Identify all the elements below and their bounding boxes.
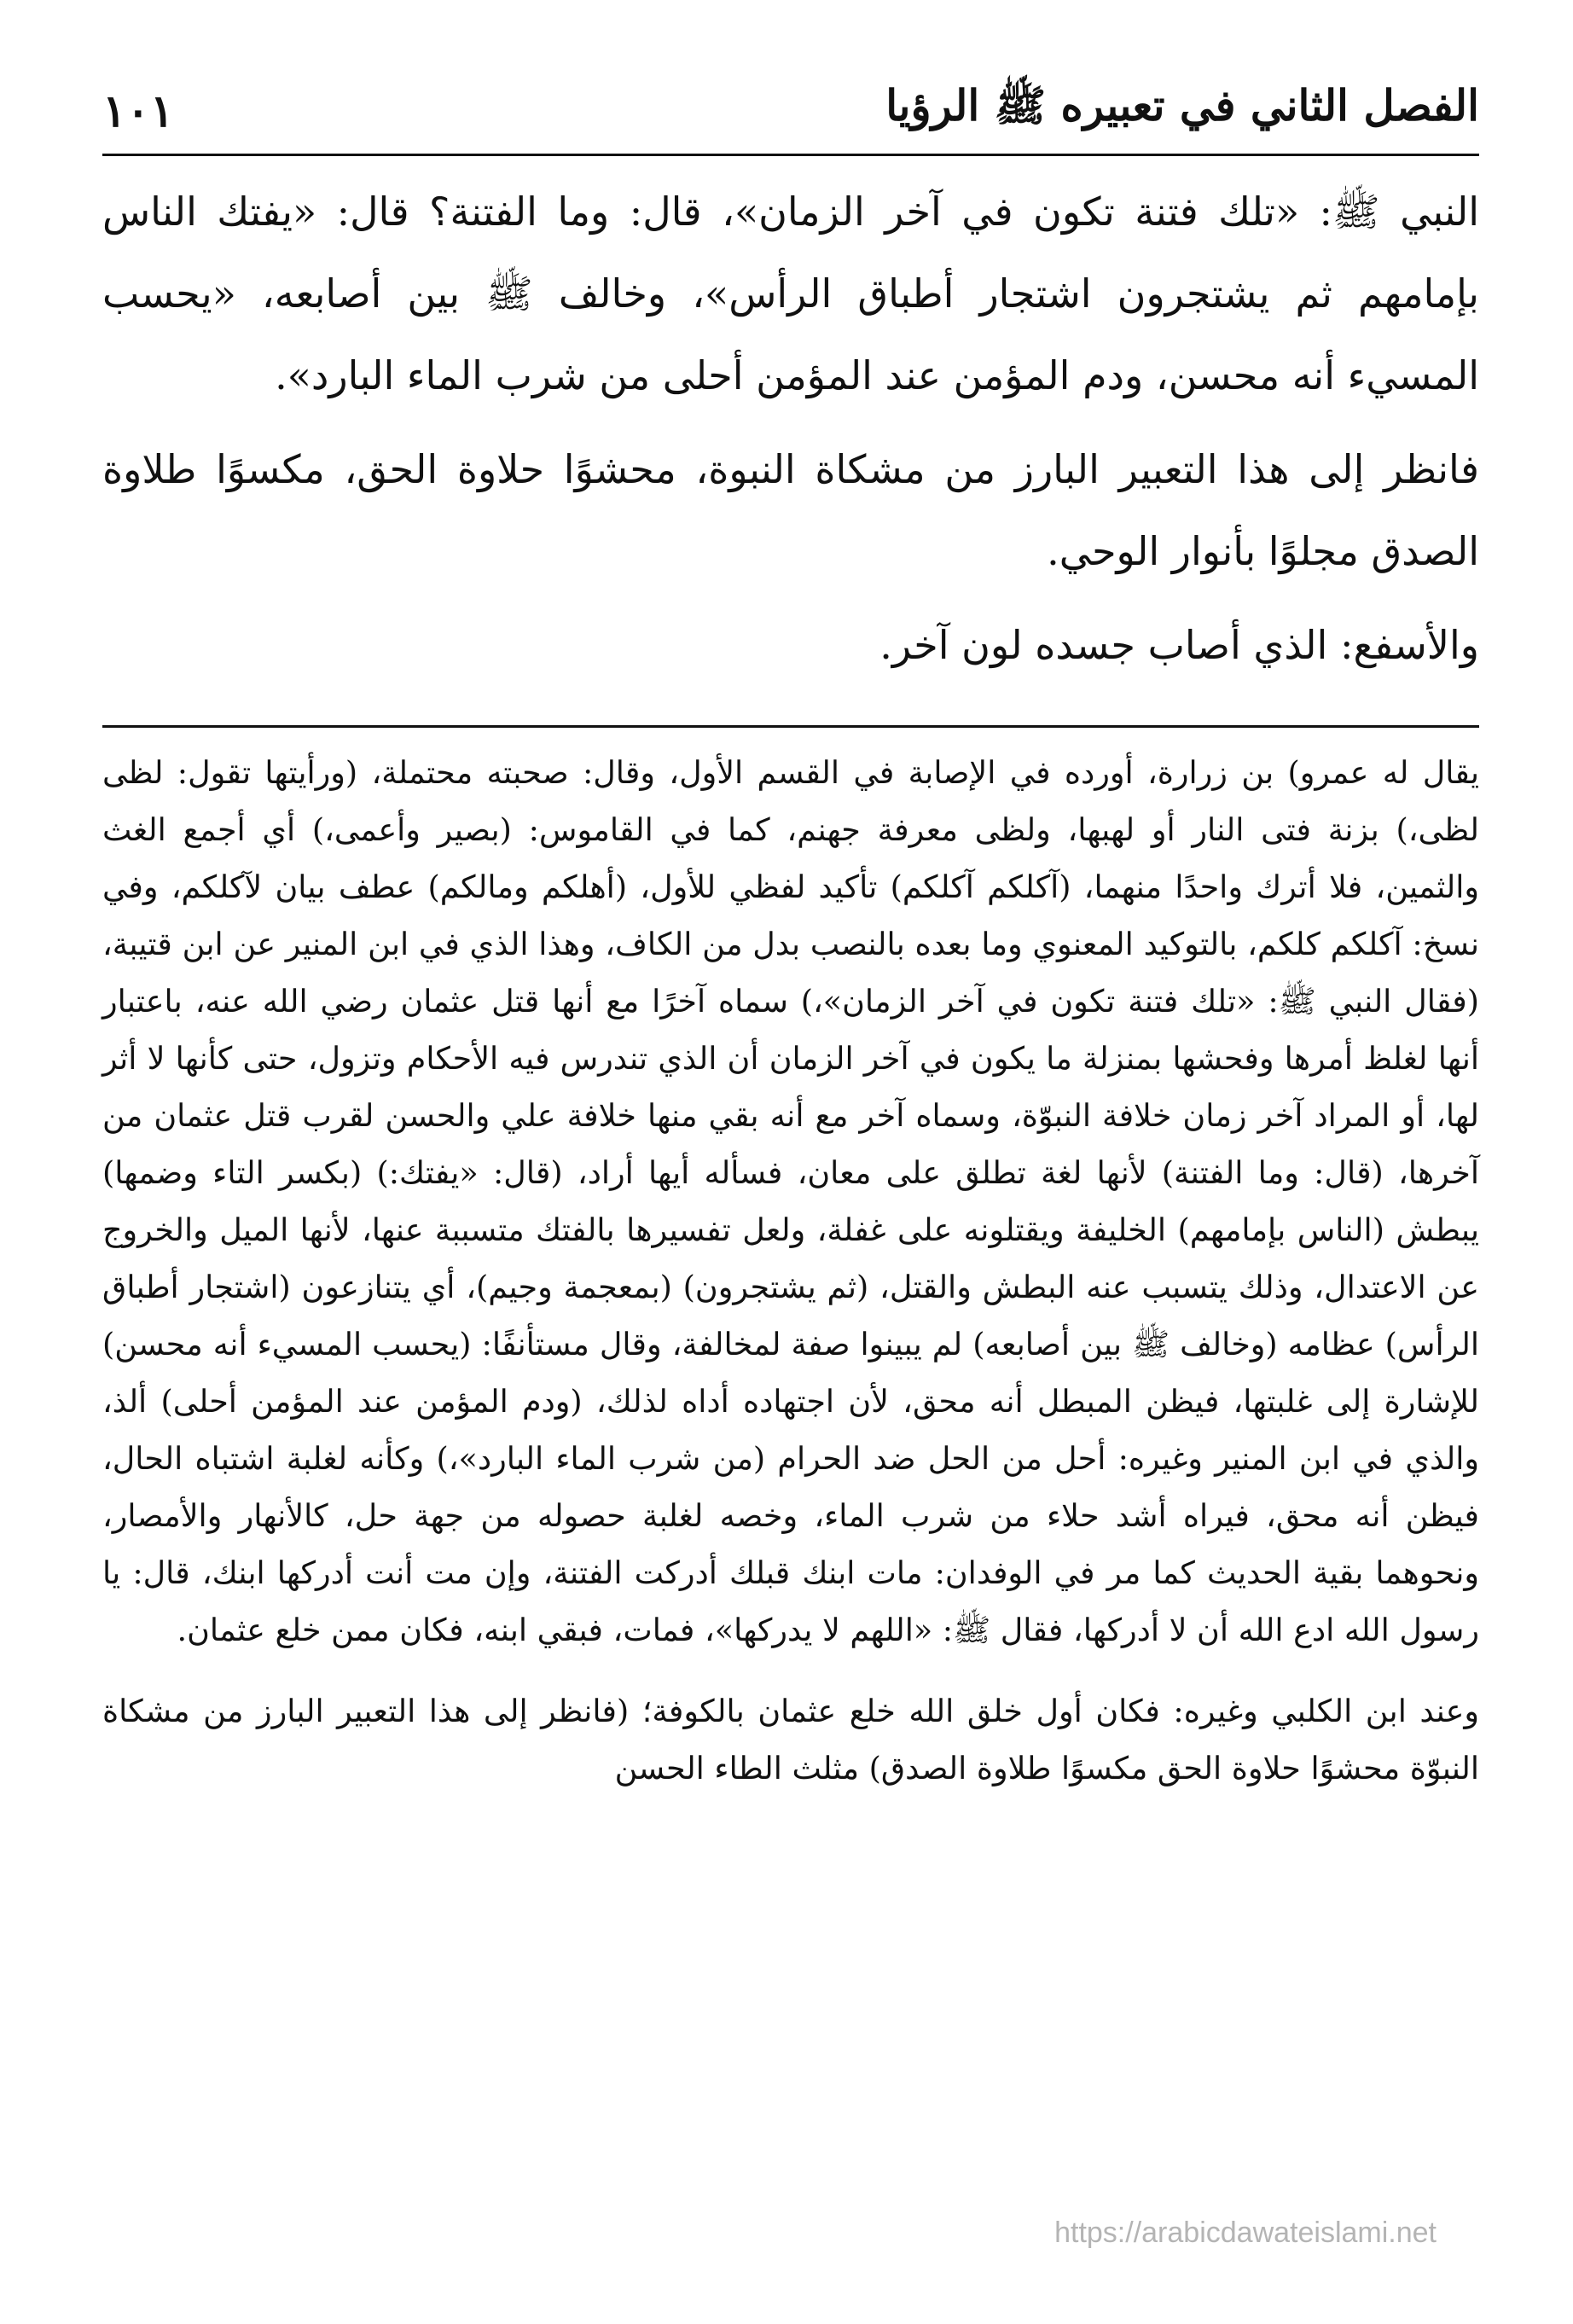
notes-paragraph: وعند ابن الكلبي وغيره: فكان أول خلق الله خلع عثمان بالكوفة؛ (فانظر إلى هذا التعبير البارز من مشكاة النبوّة محشوًا حلاوة الحق مكسوًا طلاوة الصدق) مثلث الطاء الحسن [102, 1693, 1479, 1787]
notes-paragraph: يقال له عمرو) بن زرارة، أورده في الإصابة في القسم الأول، وقال: صحبته محتملة، (ورأيتها تقول: لظى لظى،) بزنة فتى النار أو لهبها، ولظى معرفة جهنم، كما في القاموس: (بصير وأعمى،) أي أجمع الغث والثمين، فلا أترك واحدًا منهما، (آكلكم آكلكم) تأكيد لفظي للأول، (أهلكم ومالكم) عطف بيان لآكلكم، وفي نسخ: آكلكم كلكم، بالتوكيد المعنوي وما بعده بالنصب بدل من الكاف، وهذا الذي في ابن المنير عن ابن قتيبة، (فقال النبي ﷺ: «تلك فتنة تكون في آخر الزمان»،) سماه آخرًا مع أنها قتل عثمان رضي الله عنه، باعتبار أنها لغلظ أمرها وفحشها بمنزلة ما يكون في آخر الزمان أن الذي تندرس فيه الأحكام وتزول، حتى كأنها لا أثر لها، أو المراد آخر زمان خلافة النبوّة، وسماه آخر مع أنه بقي منها خلافة علي والحسن لقرب قتل عثمان من آخرها، (قال: وما الفتنة) لأنها لغة تطلق على معان، فسأله أيها أراد، (قال: «يفتك:) (بكسر التاء وضمها) يبطش (الناس بإمامهم) الخليفة ويقتلونه على غفلة، ولعل تفسيرها بالفتك متسببة عنها، لأنها الميل والخروج عن الاعتدال، وذلك يتسبب عنه البطش والقتل، (ثم يشتجرون) (بمعجمة وجيم)، أي يتنازعون (اشتجار أطباق الرأس) عظامه (وخالف ﷺ بين أصابعه) لم يبينوا صفة لمخالفة، وقال مستأنفًا: (يحسب المسيء أنه محسن) للإشارة إلى غلبتها، فيظن المبطل أنه محق، لأن اجتهاده أداه لذلك، (ودم المؤمن عند المؤمن أحلى) ألذ، والذي في ابن المنير وغيره: أحل من الحل ضد الحرام (من شرب الماء البارد»،) وكأنه لغلبة اشتباه الحال، فيظن أنه محق، فيراه أشد حلاء من شرب الماء، وخصه لغلبة حصوله من جهة حل، كالأنهار والأمصار، ونحوهما بقية الحديث كما مر في الوفدان: مات ابنك قبلك أدركت الفتنة، وإن مت أنت أدركها ابنك، قال: يا رسول الله ادع الله أن لا أدركها، فقال ﷺ: «اللهم لا يدركها»، فمات، فبقي ابنه، فكان ممن خلع عثمان. [102, 754, 1479, 1648]
footnote-divider [102, 725, 1479, 728]
page-header [102, 68, 1479, 156]
running-title: الفصل الثاني في تعبيره ﷺ الرؤيا [885, 80, 1479, 131]
main-paragraph: والأسفع: الذي أصاب جسده لون آخر. [879, 622, 1479, 668]
watermark-url: https://arabicdawateislami.net [1054, 2217, 1437, 2249]
main-text [102, 171, 1479, 686]
main-paragraph: النبي ﷺ: «تلك فتنة تكون في آخر الزمان»، قال: وما الفتنة؟ قال: «يفتك الناس بإمامهم ثم يشتجرون اشتجار أطباق الرأس»، وخالف ﷺ بين أصابعه، «يحسب المسيء أنه محسن، ودم المؤمن عند المؤمن أحلى من شرب الماء البارد». [102, 189, 1479, 398]
main-paragraph: فانظر إلى هذا التعبير البارز من مشكاة النبوة، محشوًا حلاوة الحق، مكسوًا طلاوة الصدق مجلوًا بأنوار الوحي. [102, 446, 1479, 574]
commentary-notes [102, 744, 1479, 1797]
page-number: ١٠١ [102, 84, 174, 137]
